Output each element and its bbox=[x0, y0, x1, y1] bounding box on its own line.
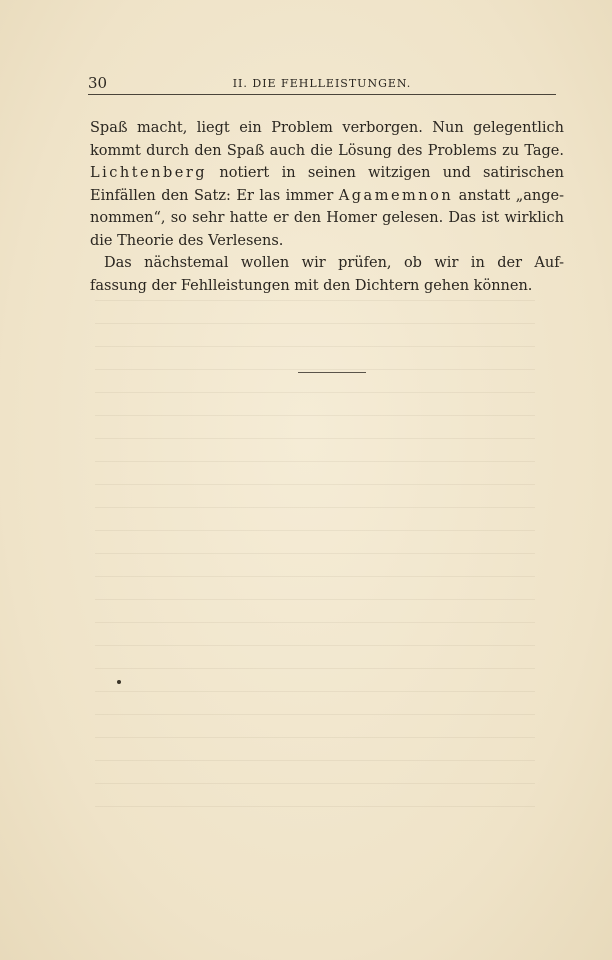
text-line: nommen“, so sehr hatte er den Homer gelesen. Das ist wirklich bbox=[90, 210, 564, 226]
text-line: Spaß macht, liegt ein Problem verborgen. Nun gelegentlich bbox=[90, 120, 564, 136]
text-segment: notiert in seinen witzigen und satirischen bbox=[207, 165, 564, 181]
text-line bbox=[90, 185, 564, 208]
body-text bbox=[90, 117, 564, 297]
page-number: 30 bbox=[88, 74, 108, 92]
text-line: kommt durch den Spaß auch die Lösung des Problems zu Tage. bbox=[90, 142, 564, 159]
text-line bbox=[90, 162, 564, 185]
ink-speck bbox=[117, 680, 121, 684]
emphasized-word-agamemnon: Agamemnon bbox=[338, 187, 454, 204]
text-line: fassung der Fehlleistungen mit den Dichtern gehen können. bbox=[90, 277, 533, 294]
show-through-texture bbox=[95, 300, 535, 820]
section-divider bbox=[298, 372, 366, 373]
author-name-lichtenberg: Lichtenberg bbox=[90, 165, 208, 181]
text-segment: Einfällen den Satz: Er las immer bbox=[90, 187, 339, 204]
text-segment: anstatt „ange- bbox=[453, 187, 564, 204]
running-head: II. DIE FEHLLEISTUNGEN. bbox=[232, 77, 412, 90]
text-line: Das nächstemal wollen wir prüfen, ob wir in der Auf- bbox=[104, 255, 564, 271]
text-line: die Theorie des Verlesens. bbox=[90, 232, 284, 249]
page-header bbox=[88, 74, 556, 95]
